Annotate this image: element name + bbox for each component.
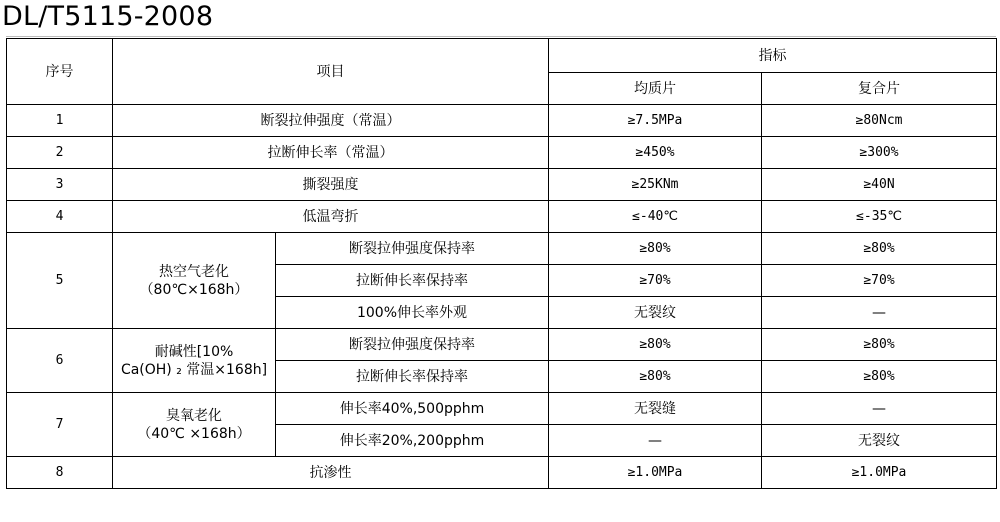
homogeneous-value: ≥450% (549, 137, 762, 169)
group-label-line: （40℃ ×168h） (137, 425, 251, 442)
group-label-heat-aging (113, 233, 276, 329)
item-cell: 抗渗性 (113, 457, 549, 489)
homogeneous-value: ≥80% (549, 361, 762, 393)
composite-value: ≥40N (762, 169, 997, 201)
homogeneous-value: 无裂缝 (549, 393, 762, 425)
composite-value: 无裂纹 (762, 425, 997, 457)
table-row (7, 105, 997, 137)
homogeneous-value: ≥80% (549, 233, 762, 265)
row-number: 8 (7, 457, 113, 489)
sub-item-cell: 伸长率20%,200pphm (276, 425, 549, 457)
row-number: 7 (7, 393, 113, 457)
composite-value: ≥80% (762, 329, 997, 361)
composite-value: ≤-35℃ (762, 201, 997, 233)
table-row (7, 457, 997, 489)
sub-item-cell: 伸长率40%,500pphm (276, 393, 549, 425)
homogeneous-value: 无裂纹 (549, 297, 762, 329)
document-title: DL/T5115-2008 (2, 1, 214, 32)
composite-value: ≥80Ncm (762, 105, 997, 137)
table-row (7, 137, 997, 169)
homogeneous-value: ≥25KNm (549, 169, 762, 201)
header-seq: 序号 (7, 39, 113, 105)
spec-table-sheet (0, 34, 1000, 522)
row-number: 5 (7, 233, 113, 329)
sub-item-cell: 拉断伸长率保持率 (276, 265, 549, 297)
header-composite: 复合片 (762, 73, 997, 105)
row-number: 4 (7, 201, 113, 233)
group-label-line: 耐碱性[10% (154, 343, 234, 360)
sub-item-cell: 100%伸长率外观 (276, 297, 549, 329)
homogeneous-value: ≤-40℃ (549, 201, 762, 233)
group-label-line: Ca(OH) ₂ 常温×168h] (120, 361, 268, 378)
row-number: 2 (7, 137, 113, 169)
sub-item-cell: 拉断伸长率保持率 (276, 361, 549, 393)
table-row (7, 233, 997, 265)
item-cell: 低温弯折 (113, 201, 549, 233)
row-number: 3 (7, 169, 113, 201)
header-indicator: 指标 (549, 39, 997, 73)
group-label-line: 臭氧老化 (166, 407, 222, 424)
sub-item-cell: 断裂拉伸强度保持率 (276, 329, 549, 361)
homogeneous-value: ≥7.5MPa (549, 105, 762, 137)
group-label-line: 热空气老化 (159, 263, 229, 280)
composite-value: ≥80% (762, 361, 997, 393)
item-cell: 断裂拉伸强度（常温） (113, 105, 549, 137)
table-row (7, 393, 997, 425)
table-row (7, 169, 997, 201)
table-row (7, 329, 997, 361)
composite-value: ≥300% (762, 137, 997, 169)
group-label-ozone-aging (113, 393, 276, 457)
row-number: 1 (7, 105, 113, 137)
item-cell: 撕裂强度 (113, 169, 549, 201)
row-number: 6 (7, 329, 113, 393)
sub-item-cell: 断裂拉伸强度保持率 (276, 233, 549, 265)
table-row (7, 201, 997, 233)
composite-value: — (762, 297, 997, 329)
item-cell: 拉断伸长率（常温） (113, 137, 549, 169)
homogeneous-value: ≥80% (549, 329, 762, 361)
composite-value: — (762, 393, 997, 425)
top-rule (6, 36, 996, 37)
composite-value: ≥80% (762, 233, 997, 265)
composite-value: ≥1.0MPa (762, 457, 997, 489)
homogeneous-value: ≥1.0MPa (549, 457, 762, 489)
group-label-alkali-resistance (113, 329, 276, 393)
homogeneous-value: ≥70% (549, 265, 762, 297)
composite-value: ≥70% (762, 265, 997, 297)
homogeneous-value: — (549, 425, 762, 457)
group-label-line: （80℃×168h） (139, 281, 249, 298)
header-homogeneous: 均质片 (549, 73, 762, 105)
spec-table (6, 38, 997, 489)
header-item: 项目 (113, 39, 549, 105)
